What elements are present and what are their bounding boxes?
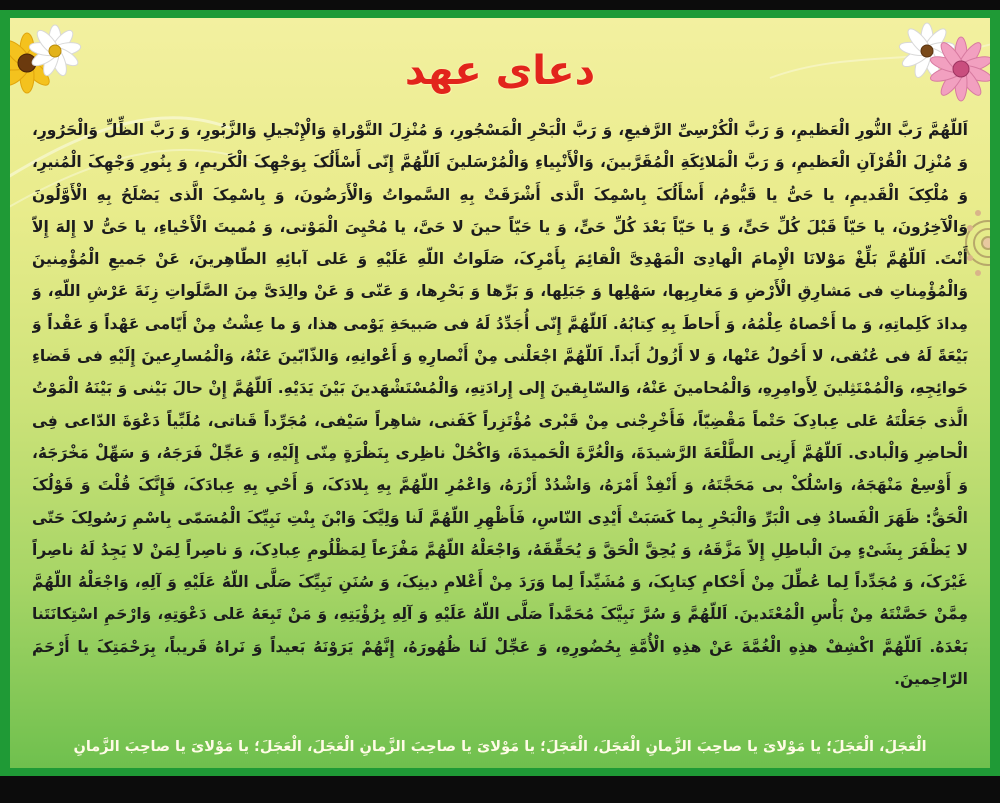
prayer-body-text: اَللّهُمَّ رَبَّ النُّورِ الْعَظیمِ، وَ رَبَّ الْکُرْسِیِّ الرَّفیعِ، وَ رَبَّ الْبَحْرِ الْمَسْجُورِ، وَ مُنْزِلَ التَّوْراةِ وَالْإِنْجیلِ وَالزَّبُورِ، وَ رَبَّ الظِّلِّ وَالْحَرُورِ، وَ مُنْزِلَ الْقُرْآنِ الْعَظیمِ، وَ رَبَّ الْمَلائِکَةِ الْمُقَرَّبینَ، وَالْأَنْبِیاءِ وَالْمُرْسَلینَ اَللّهُمَّ إِنّی أَسْأَلُکَ بِوَجْهِکَ الْکَریمِ، وَ بِنُورِ وَجْهِکَ الْمُنیرِ، وَ مُلْکِکَ الْقَدیمِ، یا حَیُّ یا قَیُّومُ، أَسْأَلُکَ بِاسْمِکَ الَّذی أَشْرَقَتْ بِهِ السَّمواتُ وَالْأَرَضُونَ، وَ بِاسْمِکَ الَّذی یَصْلَحُ بِهِ الْأَوَّلُونَ وَالْآخِرُونَ، یا حَیّاً قَبْلَ کُلِّ حَیٍّ، وَ یا حَیّاً بَعْدَ کُلِّ حَیٍّ، وَ یا حَیّاً حینَ لا حَیَّ، یا مُحْیِیَ الْمَوْتی، وَ مُمیتَ الْأَحْیاءِ، یا حَیُّ لا إِلهَ إِلاّ أَنْتَ. اَللّهُمَّ بَلِّغْ مَوْلانَا الْإِمامَ الْهادِیَ الْمَهْدِیَّ الْقائِمَ بِأَمْرِکَ، صَلَواتُ اللّهِ عَلَیْهِ وَ عَلی آبائِهِ الطّاهِرینَ، عَنْ جَمیعِ الْمُؤْمِنینَ وَالْمُؤْمِناتِ فی مَشارِقِ الْأَرْضِ وَ مَغارِبِها، سَهْلِها وَ جَبَلِها، وَ بَرِّها وَ بَحْرِها، وَ عَنّی وَ عَنْ والِدَیَّ مِنَ الصَّلَواتِ زِنَةَ عَرْشِ اللّهِ، وَ مِدادَ کَلِماتِهِ، وَ ما أَحْصاهُ عِلْمُهُ، وَ أَحاطَ بِهِ کِتابُهُ. اَللّهُمَّ إِنّی أُجَدِّدُ لَهُ فی صَبیحَةِ یَوْمی هذا، وَ ما عِشْتُ مِنْ أَیّامی عَهْداً وَ عَقْداً وَ بَیْعَةً لَهُ فی عُنُقی، لا أَحُولُ عَنْها، وَ لا أَزُولُ أَبَداً. اَللّهُمَّ اجْعَلْنی مِنْ أَنْصارِهِ وَ أَعْوانِهِ، وَالذّابّینَ عَنْهُ، وَالْمُسارِعینَ إِلَیْهِ فی قَضاءِ حَوائِجِهِ، وَالْمُمْتَثِلینَ لِأَوامِرِهِ، وَالْمُحامینَ عَنْهُ، وَالسّابِقینَ إِلی إِرادَتِهِ، وَالْمُسْتَشْهَدینَ بَیْنَ یَدَیْهِ. اَللّهُمَّ إِنْ حالَ بَیْنی وَ بَیْنَهُ الْمَوْتُ الَّذی جَعَلْتَهُ عَلی عِبادِکَ حَتْماً مَقْضِیّاً، فَأَخْرِجْنی مِنْ قَبْری مُؤْتَزِراً کَفَنی، شاهِراً سَیْفی، مُجَرِّداً قَناتی، مُلَبِّیاً دَعْوَةَ الدّاعی فِی الْحاضِرِ وَالْبادی. اَللّهُمَّ أَرِنِی الطَّلْعَةَ الرَّشیدَةَ، وَالْغُرَّةَ الْحَمیدَةَ، وَاکْحُلْ ناظِری بِنَظْرَةٍ مِنّی إِلَیْهِ، وَ عَجِّلْ فَرَجَهُ، وَ سَهِّلْ مَخْرَجَهُ، وَ أَوْسِعْ مَنْهَجَهُ، وَاسْلُکْ بی مَحَجَّتَهُ، وَ أَنْفِذْ أَمْرَهُ، وَاشْدُدْ أَزْرَهُ، وَاعْمُرِ اللّهُمَّ بِهِ بِلادَکَ، وَ أَحْیِ بِهِ عِبادَکَ، فَإِنَّکَ قُلْتَ وَ قَوْلُکَ الْحَقُّ: ظَهَرَ الْفَسادُ فِی الْبَرِّ وَالْبَحْرِ بِما کَسَبَتْ أَیْدِی النّاسِ، فَأَظْهِرِ اللّهُمَّ لَنا وَلِیَّکَ وَابْنَ بِنْتِ نَبِیِّکَ الْمُسَمّی بِاسْمِ رَسُولِکَ حَتّی لا یَظْفَرَ بِشَیْءٍ مِنَ الْباطِلِ إِلاّ مَزَّقَهُ، وَ یُحِقَّ الْحَقَّ وَ یُحَقِّقَهُ، وَاجْعَلْهُ اللّهُمَّ مَفْزَعاً لِمَظْلُومِ عِبادِکَ، وَ ناصِراً لِمَنْ لا یَجِدُ لَهُ ناصِراً غَیْرَکَ، وَ مُجَدِّداً لِما عُطِّلَ مِنْ أَحْکامِ کِتابِکَ، وَ مُشَیِّداً لِما وَرَدَ مِنْ أَعْلامِ دینِکَ، وَ سُنَنِ نَبِیِّکَ صَلَّی اللّهُ عَلَیْهِ وَ آلِهِ، وَاجْعَلْهُ اللّهُمَّ مِمَّنْ حَصَّنْتَهُ مِنْ بَأْسِ الْمُعْتَدینَ. اَللّهُمَّ وَ سُرَّ نَبِیَّکَ مُحَمَّداً صَلَّی اللّهُ عَلَیْهِ وَ آلِهِ بِرُؤْیَتِهِ، وَ مَنْ تَبِعَهُ عَلی دَعْوَتِهِ، وَارْحَمِ اسْتِکانَتَنا بَعْدَهُ. اَللّهُمَّ اکْشِفْ هذِهِ الْغُمَّةَ عَنْ هذِهِ الْأُمَّةِ بِحُضُورِهِ، وَ عَجِّلْ لَنا ظُهُورَهُ، إِنَّهُمْ یَرَوْنَهُ بَعیداً وَ نَراهُ قَریباً، بِرَحْمَتِکَ یا أَرْحَمَ الرّاحِمینَ. bbox=[32, 121, 968, 689]
closing-invocation: الْعَجَلَ، الْعَجَلَ؛ یا مَوْلایَ یا صاحِبَ الزَّمانِ الْعَجَلَ، الْعَجَلَ؛ یا مَوْلایَ یا صاحِبَ الزَّمانِ الْعَجَلَ، الْعَجَلَ؛ یا مَوْلایَ یا صاحِبَ الزَّمانِ bbox=[73, 739, 927, 755]
prayer-title: دعای عهد bbox=[404, 48, 596, 94]
prayer-panel bbox=[10, 18, 990, 768]
green-frame bbox=[0, 10, 1000, 776]
bottom-black-bar bbox=[0, 776, 1000, 803]
top-black-bar bbox=[0, 0, 1000, 10]
